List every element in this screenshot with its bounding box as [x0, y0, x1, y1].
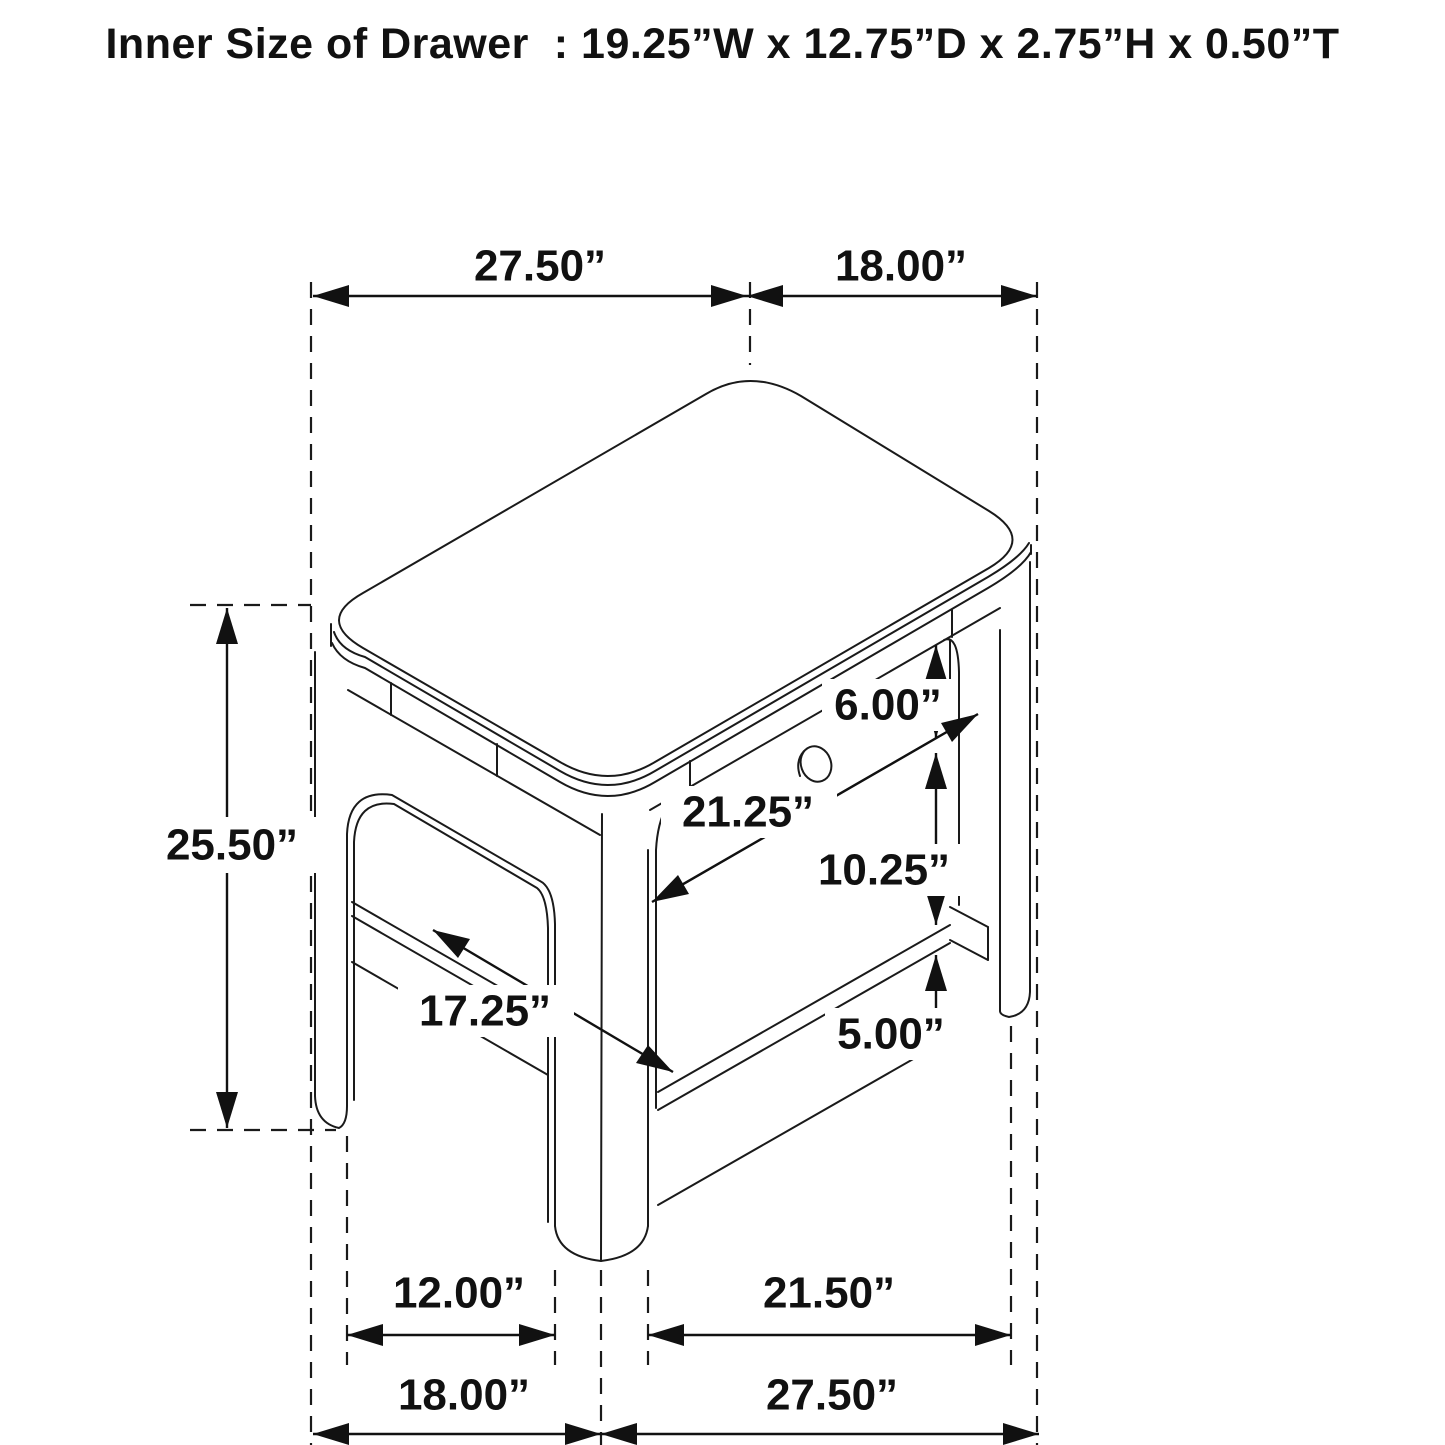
shelf-rail-end-top [950, 907, 988, 927]
dim-label-height: 25.50” [165, 820, 299, 870]
arrowhead [601, 1423, 637, 1445]
front-leg-corner-edge [601, 814, 602, 1261]
arrowhead [711, 285, 747, 307]
arrowhead [216, 1092, 238, 1128]
dim-label-drawer-width: 21.25” [681, 787, 815, 837]
dim-label-rail-height: 5.00” [837, 1009, 945, 1059]
shelf-rail-bottom-right [658, 1038, 950, 1205]
dim-label-base-width: 27.50” [765, 1370, 899, 1420]
arrowhead [519, 1324, 555, 1346]
dim-label-shelf-depth: 17.25” [418, 986, 552, 1036]
knob-face [796, 742, 837, 786]
arrowhead [433, 930, 470, 958]
arrowhead [1003, 1423, 1039, 1445]
dim-label-leg-gap: 12.00” [392, 1268, 526, 1318]
dim-label-top-width: 27.50” [473, 241, 607, 291]
right-post-back-edge [1000, 562, 1030, 1017]
arrowhead [216, 608, 238, 644]
arrowhead [1001, 285, 1037, 307]
page-title: Inner Size of Drawer : 19.25”W x 12.75”D x 2.75”H x 0.50”T [105, 20, 1340, 68]
shelf-rail-end-bottom [950, 940, 988, 960]
arrowhead [313, 285, 349, 307]
dim-label-base-depth: 18.00” [397, 1370, 531, 1420]
arrowhead [975, 1324, 1011, 1346]
dim-label-top-depth: 18.00” [834, 241, 968, 291]
arrowhead [636, 1045, 673, 1072]
arrowhead [652, 875, 689, 902]
arrowhead [925, 955, 947, 991]
arrowhead [565, 1423, 601, 1445]
dim-label-drawer-to-shelf: 10.25” [817, 845, 951, 895]
arrowhead [648, 1324, 684, 1346]
arrowhead [347, 1324, 383, 1346]
arrowhead [313, 1423, 349, 1445]
dimension-annotations [143, 242, 1039, 1445]
dim-label-drawer-height: 6.00” [834, 680, 942, 730]
arrowhead [925, 753, 947, 789]
dim-label-base-span: 21.50” [762, 1268, 896, 1318]
arrowhead [747, 285, 783, 307]
drawer-knob [796, 742, 837, 786]
